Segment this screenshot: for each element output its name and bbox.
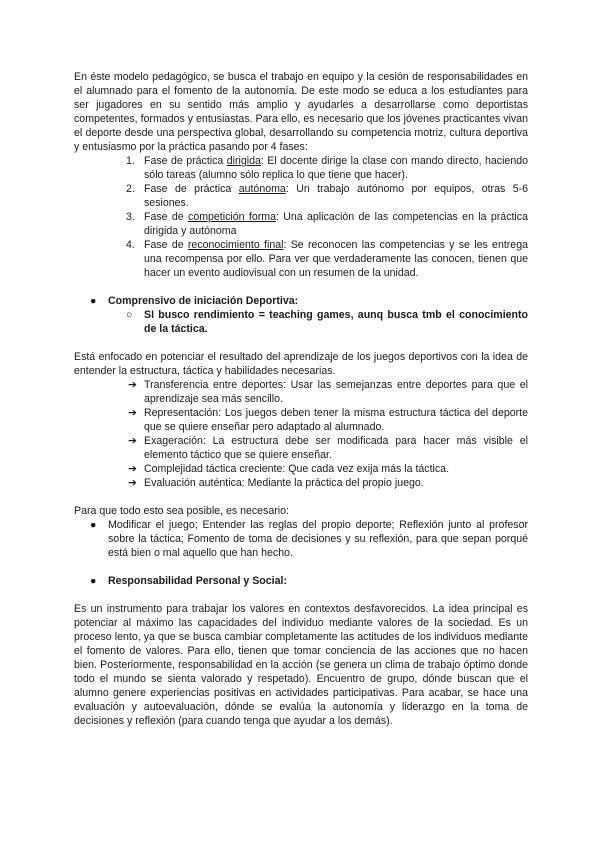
- document-body: [74, 70, 528, 728]
- bullet-icon: ●: [90, 295, 97, 307]
- phase-number: 3.: [126, 211, 135, 223]
- arrow-icon: ➔: [128, 379, 137, 391]
- list-item: ➔ Transferencia entre deportes: Usar las semejanzas entre deportes para que el aprendizaje sea más sencillo.: [128, 379, 528, 405]
- section-heading-responsabilidad: ● Responsabilidad Personal y Social:: [90, 575, 287, 587]
- paragraph-enfocado: Está enfocado en potenciar el resultado del aprendizaje de los juegos deportivos con la idea de entender la estructura, táctica y habilidades necesarias.: [74, 351, 528, 377]
- list-item: ➔ Exageración: La estructura debe ser modificada para hacer más visible el elemento táctico que se quiere enseñar.: [128, 435, 528, 461]
- section-heading-comprensivo: ● Comprensivo de iniciación Deportiva:: [90, 295, 299, 307]
- arrow-icon: ➔: [128, 463, 137, 475]
- necessary-item: ● Modificar el juego; Entender las reglas del propio deporte; Reflexión junto al profesor sobre la táctica; Fomento de toma de decisiones y su reflexión, para que sepan porqué está bien o mal aquello que han hecho.: [90, 519, 528, 559]
- phase-keyword: reconocimiento final: [187, 239, 284, 251]
- phase-item: 2. Fase de práctica autónoma: Un trabajo autónomo por equipos, otras 5-6 sesiones.: [126, 183, 528, 209]
- arrow-icon: ➔: [128, 407, 137, 419]
- phase-item: 1. Fase de práctica dirigida: El docente dirige la clase con mando directo, haciendo sólo tareas (alumno sólo replica lo que tiene que hacer).: [126, 155, 528, 181]
- phase-keyword: autónoma: [238, 183, 286, 195]
- phases-list: [74, 154, 528, 280]
- bullet-icon: ●: [90, 519, 97, 531]
- list-item: ➔ Complejidad táctica creciente: Que cada vez exija más la táctica.: [128, 463, 450, 475]
- intro-paragraph: En éste modelo pedagógico, se busca el trabajo en equipo y la cesión de responsabilidades en el alumnado para el fomento de la autonomía. De este modo se educa a los estudiantes para ser jugadores en su sentido más amplio y ayudarles a desarrollarse como deportistas competentes, formados y entusiastas. Para ello, es necesario que los jóvenes practicantes vivan el deporte desde una perspectiva global, desarrollando su competencia motriz, cultura deportiva y entusiasmo por la práctica pasando por 4 fases:: [74, 71, 528, 153]
- list-item: ➔ Evaluación auténtica: Mediante la práctica del propio juego.: [128, 477, 424, 489]
- paragraph-necesario: Para que todo esto sea posible, es necesario:: [74, 505, 289, 517]
- phase-item: 3. Fase de competición forma: Una aplicación de las competencias en la práctica dirigida y autónoma: [126, 211, 528, 237]
- phase-keyword: dirigida: [226, 155, 261, 167]
- principles-list: [74, 378, 528, 490]
- arrow-icon: ➔: [128, 477, 137, 489]
- bullet-icon: ●: [90, 575, 97, 587]
- phase-item: 4. Fase de reconocimiento final: Se reconocen las competencias y se les entrega una recompensa por ello. Para ver que verdaderamente las conocen, tienen que hacer un evento audiovisual con un resumen de la unidad.: [126, 239, 528, 279]
- phase-number: 2.: [126, 183, 135, 195]
- hollow-bullet-icon: ○: [126, 309, 133, 321]
- phase-number: 1.: [126, 155, 135, 167]
- arrow-icon: ➔: [128, 435, 137, 447]
- section-subnote: ○ SI busco rendimiento = teaching games, aunq busca tmb el conocimiento de la táctica.: [126, 309, 528, 335]
- phase-keyword: competición forma: [188, 211, 276, 223]
- list-item: ➔ Representación: Los juegos deben tener la misma estructura táctica del deporte que se quiere enseñar pero adaptado al alumnado.: [128, 407, 528, 433]
- phase-number: 4.: [126, 239, 135, 251]
- final-paragraph: Es un instrumento para trabajar los valores en contextos desfavorecidos. La idea principal es potenciar al máximo las capacidades del individuo mediante valores de la sociedad. Es un proceso lento, ya que se busca cambiar completamente las actitudes de los individuos mediante el fomento de valores. Para ello, tienen que tomar conciencia de las acciones que no hacen bien. Posteriormente, responsabilidad en la acción (se genera un clima de trabajo óptimo donde todo el mundo se sienta valorado y respetado). Encuentro de grupo, dónde buscan que el alumno genere experiencias positivas en actividades participativas. Para acabar, se hace una evaluación y autoevaluación, dónde se evalúa la autonomía y liderazgo en la toma de decisiones y reflexión (para cuando tenga que ayudar a los demás).: [74, 603, 528, 727]
